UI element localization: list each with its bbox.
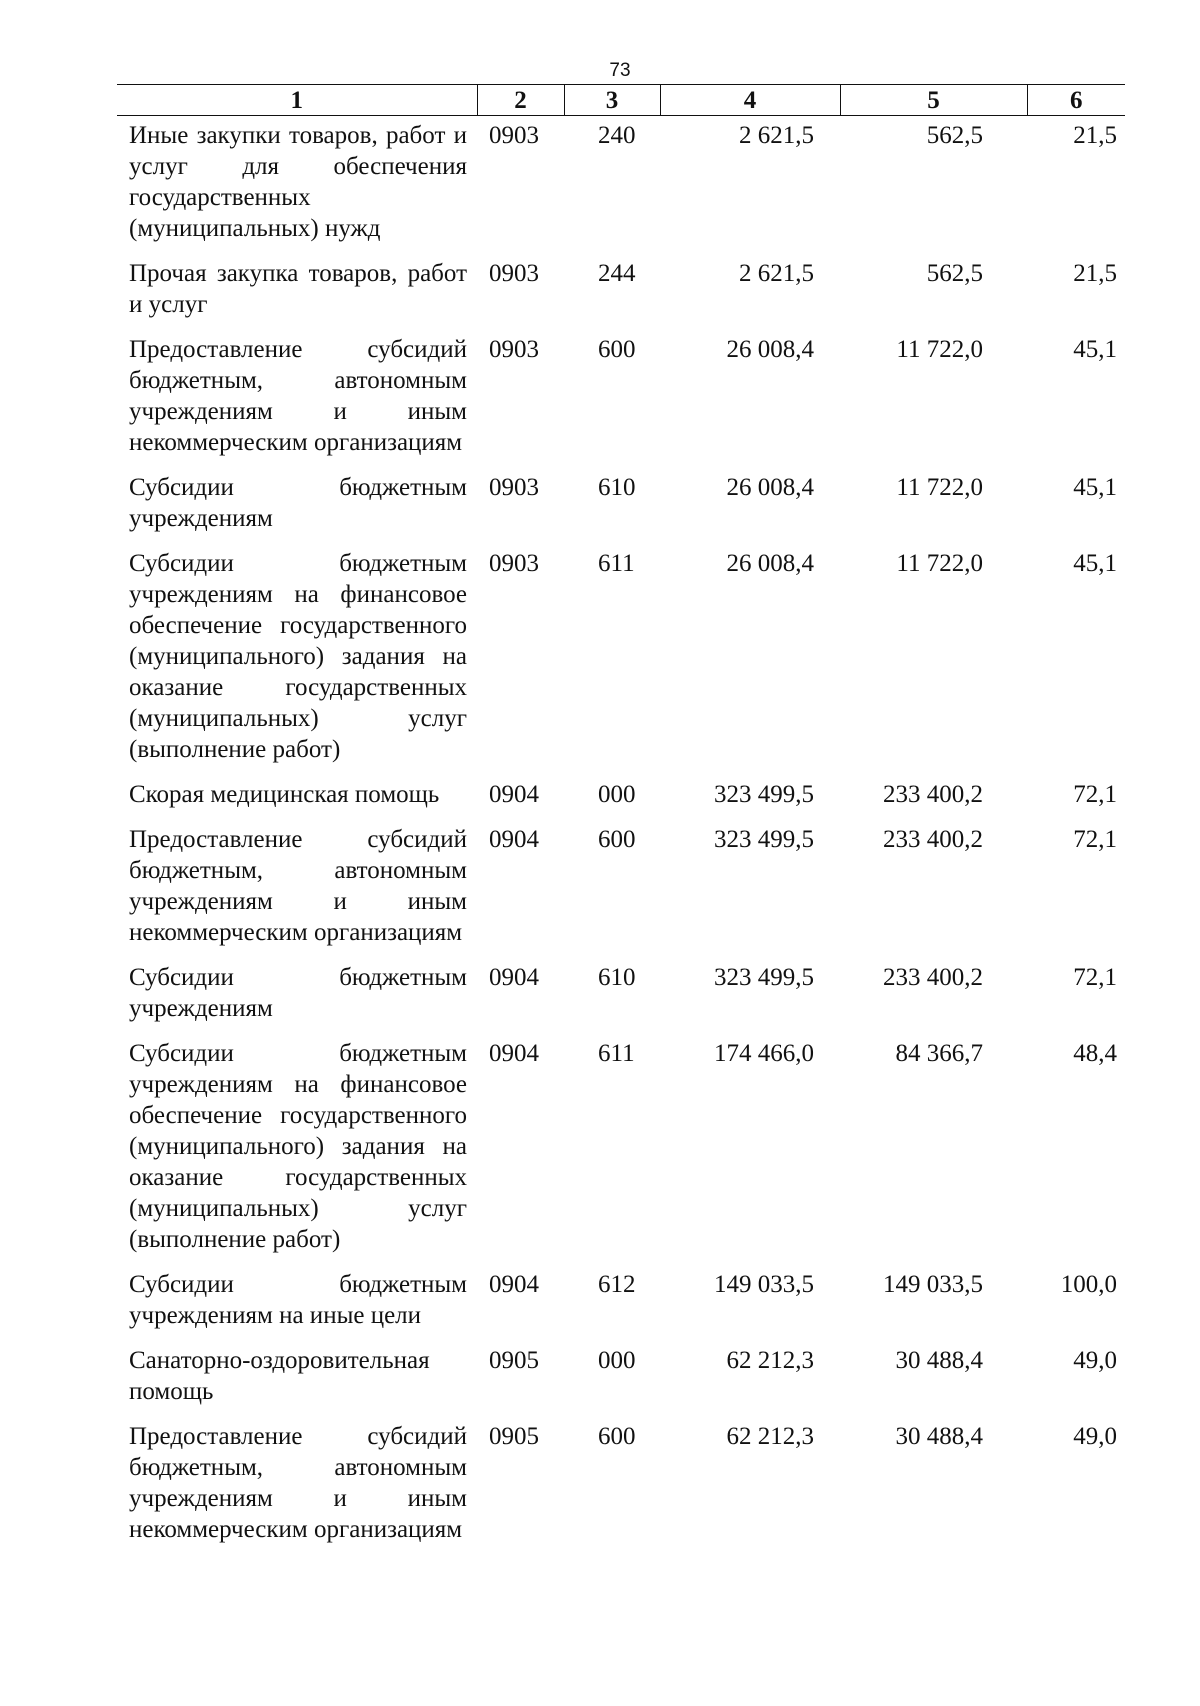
section-code-cell: 0903 bbox=[489, 336, 539, 363]
actual-value-cell: 149 033,5 bbox=[883, 1271, 983, 1298]
plan-value-cell: 26 008,4 bbox=[726, 550, 814, 577]
expense-type-cell: 610 bbox=[598, 474, 636, 501]
column-header: 6 bbox=[1027, 85, 1125, 116]
section-code-cell: 0904 bbox=[489, 781, 539, 808]
percent-cell: 49,0 bbox=[1073, 1423, 1117, 1450]
expense-type-cell: 611 bbox=[598, 550, 635, 577]
actual-value-cell: 11 722,0 bbox=[896, 336, 983, 363]
table-body bbox=[117, 116, 1125, 1560]
item-name-cell: Скорая медицинская помощь bbox=[129, 781, 440, 808]
table-row bbox=[117, 334, 1125, 472]
section-code-cell: 0903 bbox=[489, 122, 539, 149]
plan-value-cell: 2 621,5 bbox=[739, 122, 814, 149]
section-code-cell: 0905 bbox=[489, 1423, 539, 1450]
section-code-cell: 0903 bbox=[489, 260, 539, 287]
expense-type-cell: 612 bbox=[598, 1271, 636, 1298]
expense-type-cell: 000 bbox=[598, 781, 636, 808]
actual-value-cell: 233 400,2 bbox=[883, 964, 983, 991]
section-code-cell: 0904 bbox=[489, 1040, 539, 1067]
plan-value-cell: 149 033,5 bbox=[714, 1271, 814, 1298]
section-code-cell: 0903 bbox=[489, 550, 539, 577]
expense-type-cell: 600 bbox=[598, 1423, 636, 1450]
plan-value-cell: 26 008,4 bbox=[726, 474, 814, 501]
budget-table bbox=[117, 84, 1125, 1559]
table-row bbox=[117, 1345, 1125, 1421]
item-name-cell: Иные закупки товаров, работ и услуг для обеспечения государственных (муниципальных) нужд bbox=[129, 122, 467, 242]
item-name-cell: Предоставление субсидий бюджетным, автономным учреждениям и иным некоммерческим организациям bbox=[129, 826, 467, 946]
table-row bbox=[117, 116, 1125, 259]
actual-value-cell: 233 400,2 bbox=[883, 826, 983, 853]
column-header: 3 bbox=[564, 85, 660, 116]
section-code-cell: 0904 bbox=[489, 1271, 539, 1298]
item-name-cell: Санаторно-оздоровительная помощь bbox=[129, 1347, 430, 1405]
percent-cell: 72,1 bbox=[1073, 781, 1117, 808]
plan-value-cell: 26 008,4 bbox=[726, 336, 814, 363]
actual-value-cell: 30 488,4 bbox=[895, 1423, 983, 1450]
actual-value-cell: 84 366,7 bbox=[895, 1040, 983, 1067]
actual-value-cell: 562,5 bbox=[926, 260, 983, 287]
percent-cell: 72,1 bbox=[1073, 826, 1117, 853]
table-row bbox=[117, 548, 1125, 779]
actual-value-cell: 562,5 bbox=[926, 122, 983, 149]
expense-type-cell: 600 bbox=[598, 826, 636, 853]
actual-value-cell: 30 488,4 bbox=[895, 1347, 983, 1374]
actual-value-cell: 233 400,2 bbox=[883, 781, 983, 808]
table-row bbox=[117, 472, 1125, 548]
table-row bbox=[117, 1269, 1125, 1345]
table-row bbox=[117, 779, 1125, 824]
section-code-cell: 0904 bbox=[489, 826, 539, 853]
table-row bbox=[117, 962, 1125, 1038]
plan-value-cell: 2 621,5 bbox=[739, 260, 814, 287]
expense-type-cell: 600 bbox=[598, 336, 636, 363]
percent-cell: 45,1 bbox=[1073, 550, 1117, 577]
column-header: 1 bbox=[117, 85, 477, 116]
percent-cell: 100,0 bbox=[1060, 1271, 1117, 1298]
plan-value-cell: 323 499,5 bbox=[714, 964, 814, 991]
plan-value-cell: 62 212,3 bbox=[726, 1347, 814, 1374]
section-code-cell: 0903 bbox=[489, 474, 539, 501]
item-name-cell: Субсидии бюджетным учреждениям на иные цели bbox=[129, 1271, 467, 1329]
expense-type-cell: 240 bbox=[598, 122, 636, 149]
actual-value-cell: 11 722,0 bbox=[896, 474, 983, 501]
percent-cell: 49,0 bbox=[1073, 1347, 1117, 1374]
plan-value-cell: 62 212,3 bbox=[726, 1423, 814, 1450]
item-name-cell: Субсидии бюджетным учреждениям bbox=[129, 474, 467, 532]
item-name-cell: Субсидии бюджетным учреждениям bbox=[129, 964, 467, 1022]
table-row bbox=[117, 1038, 1125, 1269]
plan-value-cell: 323 499,5 bbox=[714, 826, 814, 853]
table-row bbox=[117, 1421, 1125, 1559]
expense-type-cell: 611 bbox=[598, 1040, 635, 1067]
item-name-cell: Субсидии бюджетным учреждениям на финансовое обеспечение государственного (муниципального) задания на оказание государственных (муниципальных) услуг (выполнение работ) bbox=[129, 1040, 467, 1253]
actual-value-cell: 11 722,0 bbox=[896, 550, 983, 577]
item-name-cell: Предоставление субсидий бюджетным, автономным учреждениям и иным некоммерческим организациям bbox=[129, 336, 467, 456]
column-header: 4 bbox=[660, 85, 840, 116]
section-code-cell: 0905 bbox=[489, 1347, 539, 1374]
expense-type-cell: 000 bbox=[598, 1347, 636, 1374]
item-name-cell: Прочая закупка товаров, работ и услуг bbox=[129, 260, 467, 318]
percent-cell: 45,1 bbox=[1073, 336, 1117, 363]
table-row bbox=[117, 258, 1125, 334]
percent-cell: 72,1 bbox=[1073, 964, 1117, 991]
section-code-cell: 0904 bbox=[489, 964, 539, 991]
expense-type-cell: 610 bbox=[598, 964, 636, 991]
percent-cell: 48,4 bbox=[1073, 1040, 1117, 1067]
percent-cell: 21,5 bbox=[1073, 260, 1117, 287]
table-header-row bbox=[117, 85, 1125, 116]
plan-value-cell: 323 499,5 bbox=[714, 781, 814, 808]
column-header: 2 bbox=[477, 85, 564, 116]
plan-value-cell: 174 466,0 bbox=[714, 1040, 814, 1067]
column-header: 5 bbox=[840, 85, 1027, 116]
expense-type-cell: 244 bbox=[598, 260, 636, 287]
item-name-cell: Предоставление субсидий бюджетным, автономным учреждениям и иным некоммерческим организациям bbox=[129, 1423, 467, 1543]
item-name-cell: Субсидии бюджетным учреждениям на финансовое обеспечение государственного (муниципального) задания на оказание государственных (муниципальных) услуг (выполнение работ) bbox=[129, 550, 467, 763]
table-row bbox=[117, 824, 1125, 962]
page-number: 73 bbox=[609, 60, 631, 81]
percent-cell: 21,5 bbox=[1073, 122, 1117, 149]
percent-cell: 45,1 bbox=[1073, 474, 1117, 501]
